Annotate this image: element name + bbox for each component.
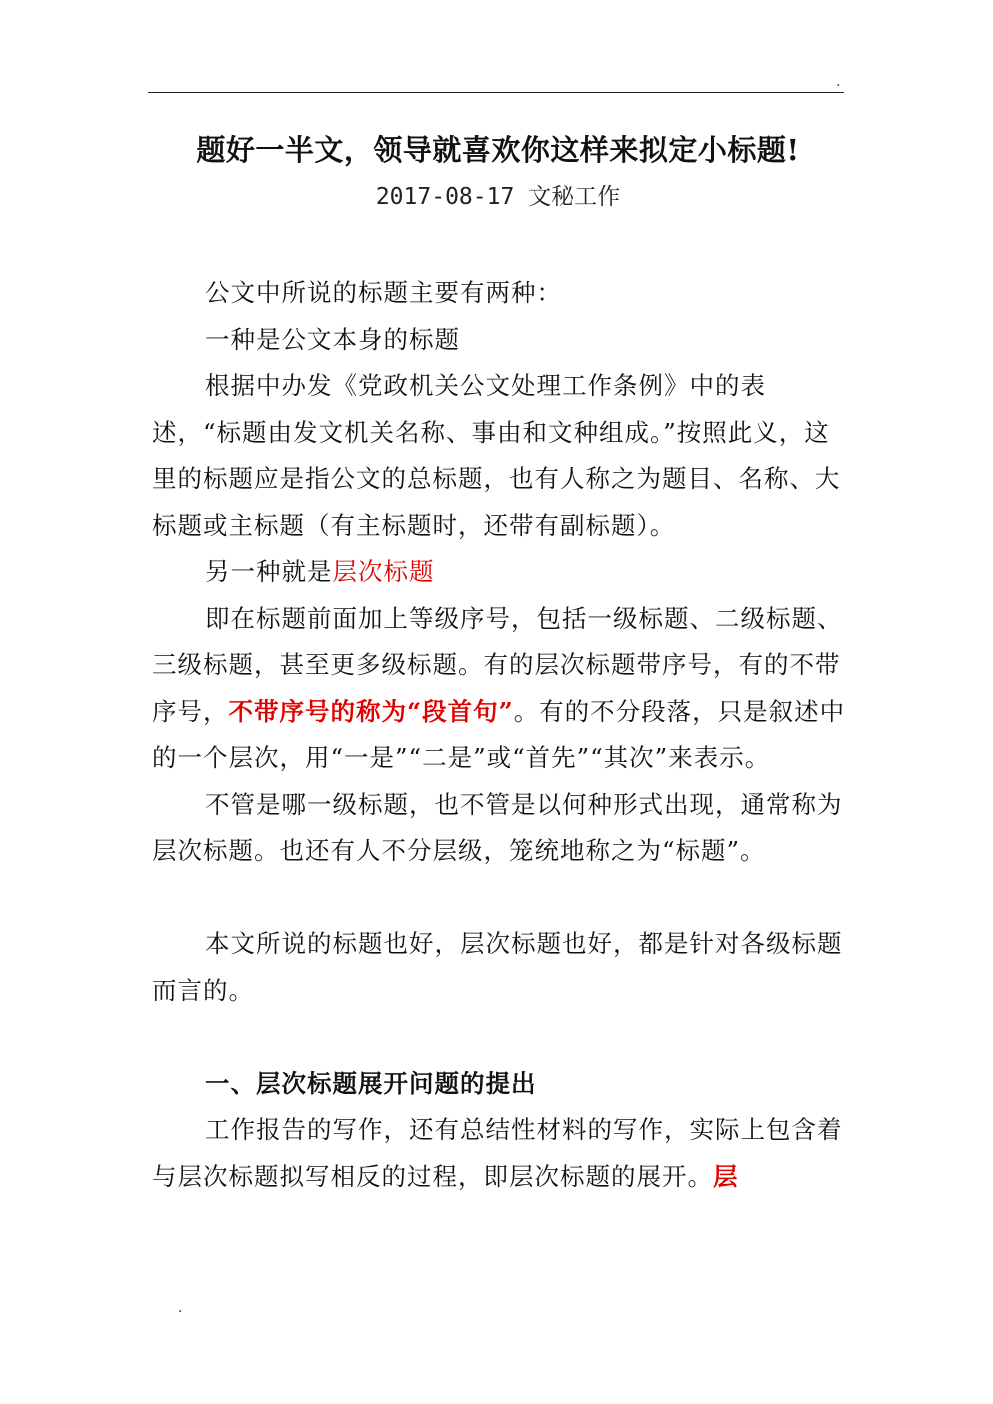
highlight-text: 层 (713, 1161, 739, 1191)
paragraph-text: 工作报告的写作，还有总结性材料的写作，实际上包含着与层次标题拟写相反的过程，即层次标题的展开。 (152, 1115, 843, 1191)
footer-dot: . (178, 1300, 183, 1316)
paragraph: 根据中办发《党政机关公文处理工作条例》中的表述，“标题由发文机关名称、事由和文种组成。”按照此义，这里的标题应是指公文的总标题，也有人称之为题目、名称、大标题或主标题（有主标题时，还带有副标题）。 (152, 371, 841, 540)
paragraph: 公文中所说的标题主要有两种： (205, 278, 562, 307)
paragraph-text: 即在标题前面加上等级序号，包括一级标题、二级标题、三级标题，甚至更多级标题。有的层次标题带序号，有的不带序号， (152, 603, 843, 726)
header-rule (148, 92, 844, 93)
header-dot: . (836, 74, 841, 90)
document-subtitle: 2017-08-17 文秘工作 (375, 184, 621, 210)
paragraph (152, 1107, 852, 1200)
highlight-text: 不带序号的称为“段首句” (228, 696, 514, 726)
highlight-text: 层次标题 (332, 557, 435, 586)
paragraph: 一种是公文本身的标题 (205, 324, 460, 354)
paragraph: 本文所说的标题也好，层次标题也好，都是针对各级标题而言的。 (152, 929, 843, 1005)
paragraph: 不管是哪一级标题，也不管是以何种形式出现，通常称为层次标题。也还有人不分层级，笼统地称之为“标题”。 (152, 789, 843, 865)
document-title: 题好一半文，领导就喜欢你这样来拟定小标题! (196, 133, 800, 167)
paragraph-text: 。有的不分段落，只是叙述中的一个层次，用“一是”“二是”或“首先”“其次”来表示。 (152, 696, 846, 772)
article-body (152, 270, 852, 1200)
paragraph-text: 另一种就是 (205, 557, 333, 586)
section-heading: 一、层次标题展开问题的提出 (205, 1068, 537, 1098)
paragraph (152, 549, 852, 596)
paragraph (152, 596, 852, 782)
spacer (152, 1014, 852, 1061)
spacer (152, 875, 852, 922)
